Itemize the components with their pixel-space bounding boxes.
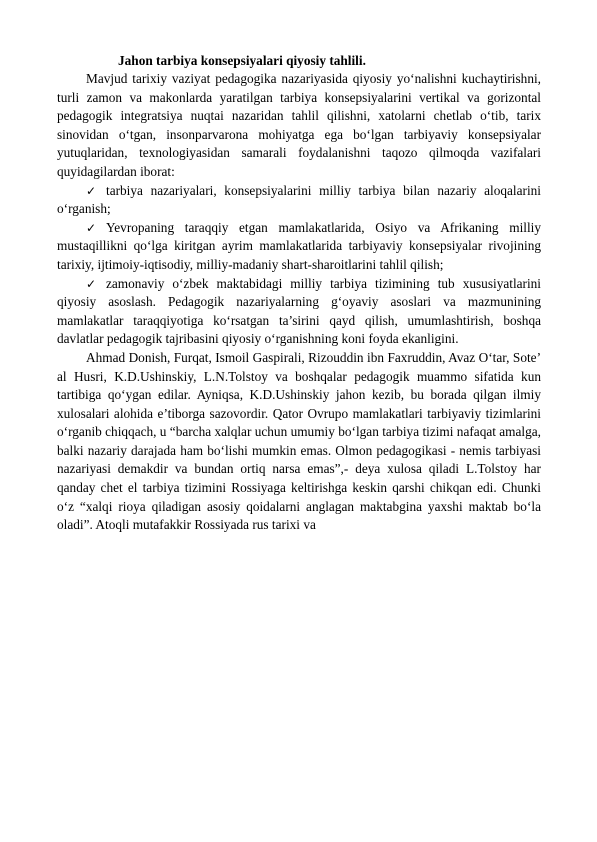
checkmark-icon: ✓ bbox=[86, 183, 97, 198]
bullet-text-1: tarbiya nazariyalari, konsepsiyalarini milliy tarbiya bilan nazariy aloqalarini o‘rganish; bbox=[57, 182, 541, 217]
bullet-text-2: Yevropaning taraqqiy etgan mamlakatlarida, Osiyo va Afrikaning milliy mustaqillikni qo‘lga kiritgan ayrim mamlakatlarida tarbiyaviy konsepsiyalar rivojining tarixiy, ijtimoiy-iqtisodiy, milliy-madaniy shart-sharoitlarini tahlil qilish; bbox=[57, 219, 541, 272]
bullet-item-1 bbox=[57, 182, 541, 219]
document-page bbox=[57, 52, 541, 535]
intro-paragraph: Mavjud tarixiy vaziyat pedagogika nazariyasida qiyosiy yo‘nalishni kuchaytirishni, turli zamon va makonlarda yaratilgan tarbiya konsepsiyalarini vertikal va gorizontal pedagogik integratsiya nuqtai nazaridan tahlil qilishni, xatolarni chetlab o‘tib, tarix sinovidan o‘tgan, insonparvarona mohiyatga ega bo‘lgan tarbiyaviy konsepsiyalar yutuqlaridan, texnologiyasidan samarali foydalanishni taqozo qilmoqda vazifalari quyidagilardan iborat: bbox=[57, 71, 541, 179]
bullet-text-3: zamonaviy o‘zbek maktabidagi milliy tarbiya tizimining tub xususiyatlarini qiyosiy asoslash. Pedagogik nazariyalarning g‘oyaviy asoslari va mazmunining mamlakatlar taraqqiyotiga ko‘rsatgan ta’sirini qayd qilish, umumlashtirish, boshqa davlatlar pedagogik tajribasini qiyosiy o‘rganishning koni foyda ekanligini. bbox=[57, 275, 541, 347]
bullet-item-2 bbox=[57, 219, 541, 275]
checkmark-icon: ✓ bbox=[86, 276, 97, 291]
document-title: Jahon tarbiya konsepsiyalari qiyosiy tahlili. bbox=[118, 53, 366, 68]
bullet-item-3 bbox=[57, 275, 541, 349]
closing-paragraph: Ahmad Donish, Furqat, Ismoil Gaspirali, Rizouddin ibn Faxruddin, Avaz O‘tar, Sote’ al Husri, K.D.Ushinskiy, L.N.Tolstoy va boshqalar pedagogik muammo sifatida kun tartibiga qo‘ygan edilar. Ayniqsa, K.D.Ushinskiy jahon kezib, bu borada qilgan ilmiy xulosalari alohida e’tiborga sazovordir. Qator Ovrupo mamlakatlari tarbiyaviy tizimlarini o‘rganib chiqqach, u “barcha xalqlar uchun umumiy bo‘lgan tarbiya tizimi nafaqat amalga, balki nazariy darajada ham bo‘lishi mumkin emas. Olmon pedagogikasi - nemis tarbiyasi nazariyasi demakdir va bundan ortiq narsa emas”,- deya xulosa qiladi L.Tolstoy har qanday chet el tarbiya tizimini Rossiyaga keltirishga keskin qarshi chikqan edi. Chunki o‘z “xalqi rioya qiladigan asosiy qoidalarni anglagan maktabgina yaxshi maktab bo‘la oladi”. Atoqli mutafakkir Rossiyada rus tarixi va bbox=[57, 349, 541, 533]
checkmark-icon: ✓ bbox=[86, 220, 97, 235]
